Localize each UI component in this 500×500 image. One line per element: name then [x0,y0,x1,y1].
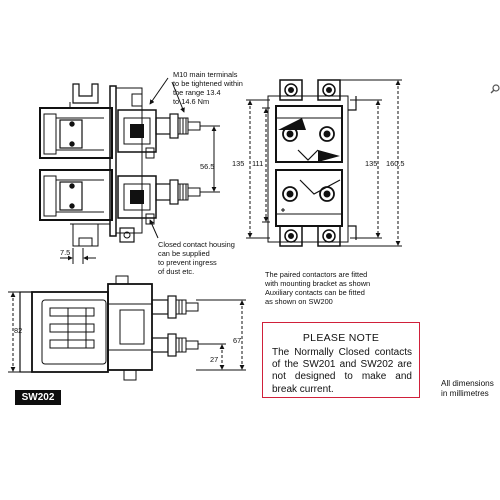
dim-135-left: 135 [232,159,245,168]
paired-contactors-annotation: The paired contactors are fitted with mounting bracket as shown Auxiliary contacts can be fitted as shown on SW200 [265,270,371,306]
note-body: The Normally Closed contacts of the SW201 and SW202 are not designed to make and break current. [272,347,412,395]
dim-7-5: 7.5 [60,248,71,257]
dim-82: 82 [14,326,23,335]
dim-135-right: 135 [365,159,378,168]
dim-56-5: 56.5 [200,162,215,171]
note-title: PLEASE NOTE [302,332,380,344]
dim-111: 111 [252,159,264,168]
units-note: All dimensions in millimetres [441,379,494,398]
sw202-side-view [8,276,246,380]
terminals-annotation: M10 main terminals to be tightened within the range 13.4 to 14.6 Nm [173,70,243,106]
please-note-box [262,322,420,398]
housing-annotation: Closed contact housing can be supplied to prevent ingress of dust etc. [158,240,235,276]
dim-67: 67 [233,336,242,345]
model-badge: SW202 [15,390,61,405]
magnifier-icon[interactable] [490,84,500,94]
front-view [246,80,402,246]
dim-160-5: 160.5 [386,159,405,168]
dim-27: 27 [210,355,219,364]
